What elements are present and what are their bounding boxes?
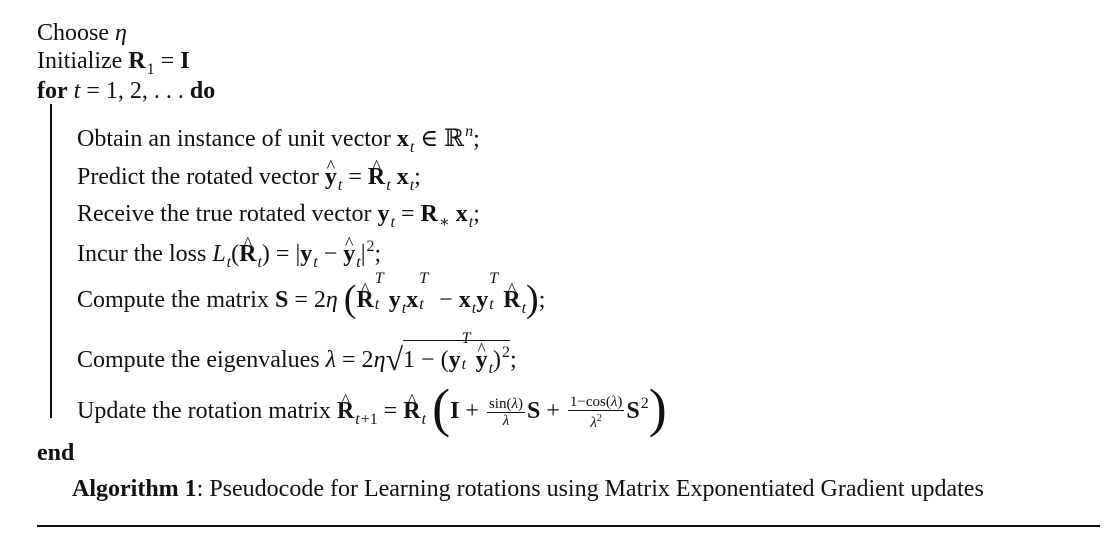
for-line <box>37 76 215 106</box>
step-math: $x_t$ ∈ ℝ$^n$; <box>396 123 480 156</box>
step-update <box>77 378 667 438</box>
loop-body-bar <box>50 104 52 418</box>
init-matrix-sub: 1 <box>146 61 155 78</box>
step-label: Predict the rotated vector <box>77 164 319 190</box>
step-eigenvalues <box>77 330 517 377</box>
initialize-label: Initialize <box>37 48 123 74</box>
for-keyword: for <box>37 78 68 104</box>
bottom-rule <box>37 525 1100 527</box>
end-keyword: end <box>37 440 75 466</box>
step-label: Compute the matrix <box>77 287 269 313</box>
caption-label: Algorithm 1 <box>72 476 197 502</box>
step-math: R $\^{}_{t+1} = R$ $\^{}_t$ (I + $\frac{\sin(\lambda)}{\lambda}$ S + $\frac{1-\cos(\lambda)}{\lambda^2}$ $S^2$) <box>337 398 667 424</box>
eta-symbol: η <box>115 20 127 46</box>
step-label: Update the rotation matrix <box>77 398 331 424</box>
init-matrix-r: R <box>128 48 146 74</box>
step-predict <box>77 162 421 195</box>
caption-text: : Pseudocode for Learning rotations using Matrix Exponentiated Gradient updates <box>196 476 984 502</box>
step-math: λ = 2η√1 − (y T t y $\^{}_t)^2$; <box>326 347 517 373</box>
step-math: $L_t(R$ $\^{}_t) = |y_t - y$ $\^{}_t|^2$; <box>212 241 381 267</box>
step-receive <box>77 199 480 232</box>
for-variable: t <box>73 78 81 104</box>
choose-label: Choose <box>37 20 109 46</box>
initialize-line <box>37 46 190 79</box>
step-label: Incur the loss <box>77 241 207 267</box>
choose-line <box>37 18 127 48</box>
step-label: Obtain an instance of unit vector <box>77 126 391 152</box>
init-identity: I <box>180 48 190 74</box>
step-math: $y_t = R_∗$ $x_t$; <box>377 201 480 231</box>
for-equals: = <box>86 78 100 104</box>
step-loss <box>77 239 381 272</box>
step-label: Receive the true rotated vector <box>77 201 372 227</box>
init-equals: = <box>160 48 175 74</box>
do-keyword: do <box>189 78 216 104</box>
algorithm-caption <box>72 474 984 504</box>
step-math: y $\^{}_t = R$ $\^{}_t$ $x_t$; <box>325 164 421 190</box>
for-range: 1, 2, . . . <box>105 78 184 104</box>
step-matrix <box>77 270 546 320</box>
step-obtain <box>77 124 480 157</box>
step-math: S = 2η (R ^ T t $y_tx$ T t − $x_ty$ T t R $\^{}_t$); <box>275 287 545 313</box>
step-label: Compute the eigenvalues <box>77 347 320 373</box>
